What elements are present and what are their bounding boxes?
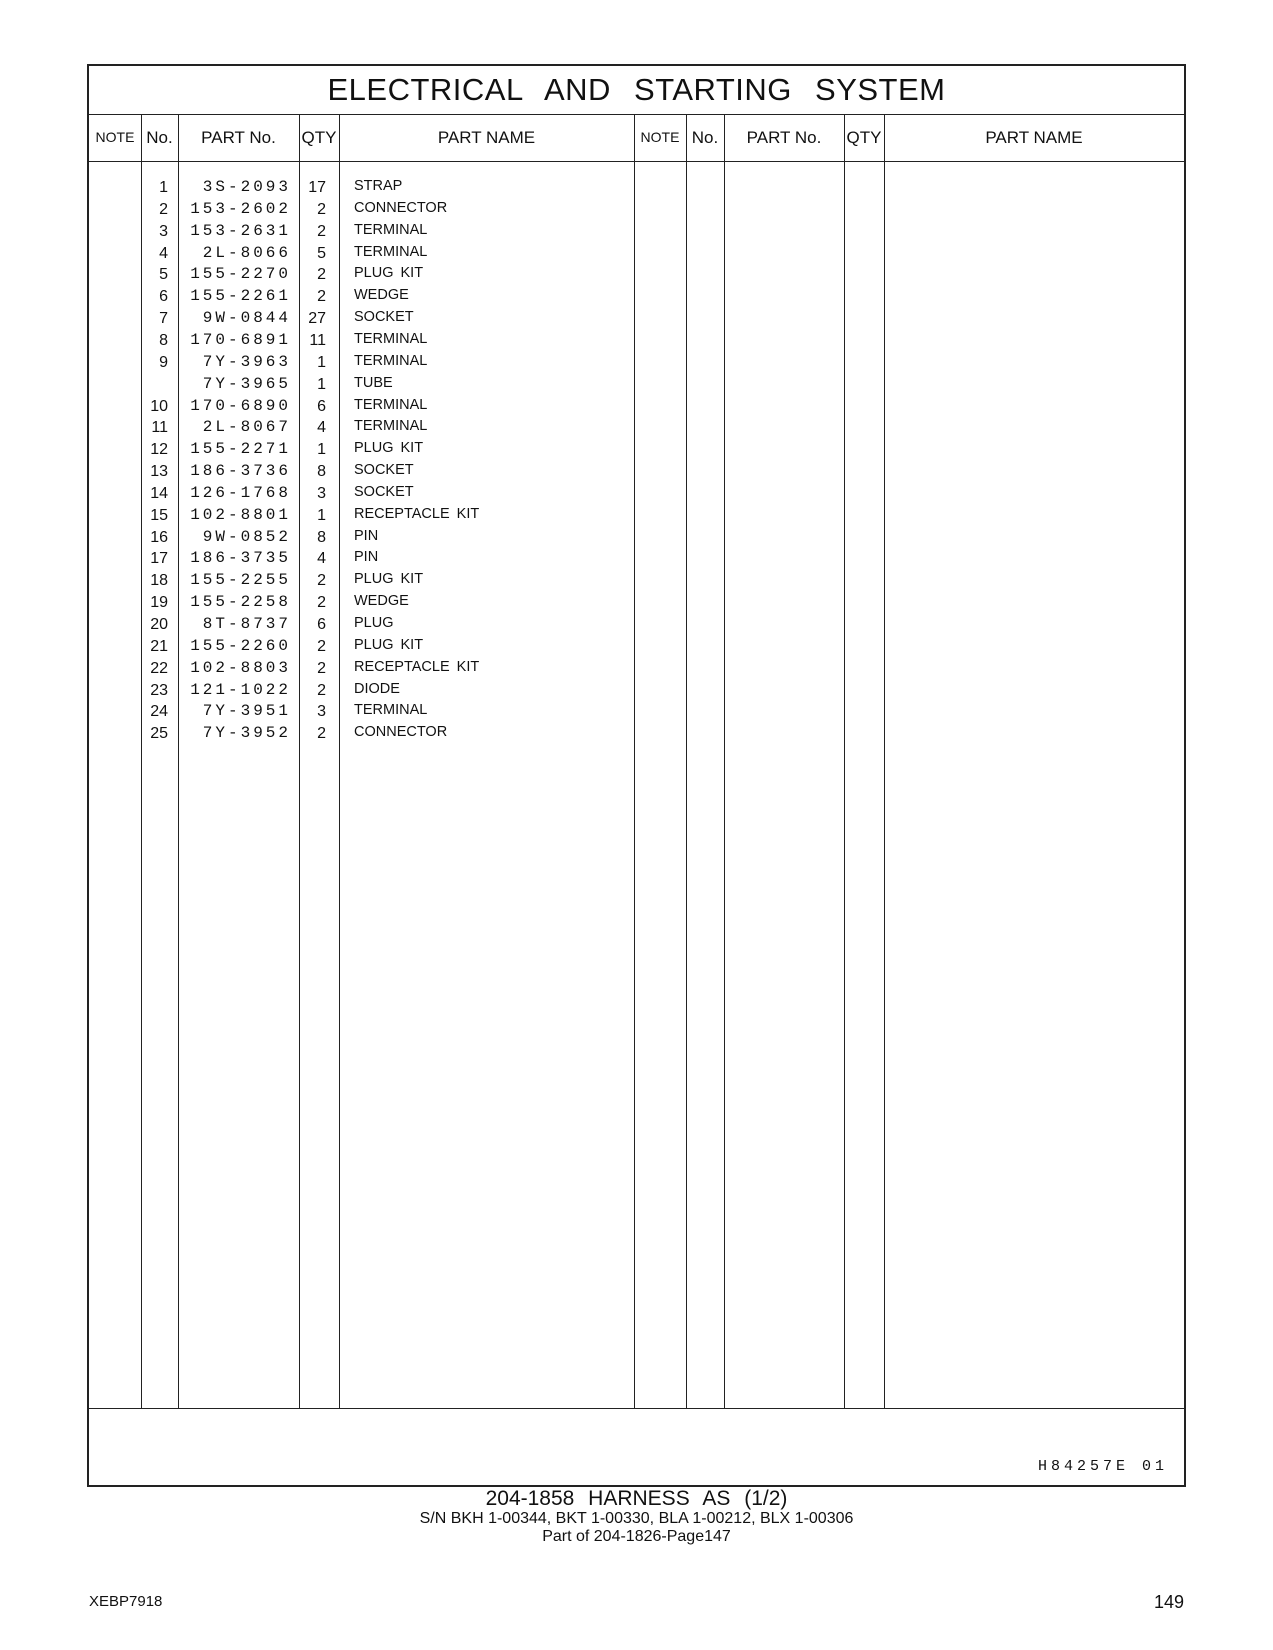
- part-name: RECEPTACLE KIT: [354, 505, 480, 522]
- table-row: [89, 657, 1184, 680]
- item-number: 1: [159, 179, 168, 196]
- table-row: [89, 591, 1184, 614]
- table-row: [89, 460, 1184, 483]
- quantity: 3: [317, 484, 326, 502]
- part-name: TERMINAL: [354, 221, 428, 238]
- item-number: 21: [150, 637, 168, 655]
- part-name: DIODE: [354, 680, 400, 697]
- parts-table: [87, 64, 1186, 1487]
- table-row: [89, 416, 1184, 439]
- quantity: 8: [317, 463, 326, 481]
- part-name: SOCKET: [354, 483, 414, 500]
- part-name: TERMINAL: [354, 243, 428, 260]
- part-number: 2L-8067: [202, 418, 291, 437]
- part-name: WEDGE: [354, 593, 409, 610]
- table-row: [89, 198, 1184, 221]
- part-name: PLUG KIT: [354, 265, 424, 282]
- table-row: [89, 263, 1184, 286]
- item-number: 17: [150, 550, 168, 568]
- item-number: 13: [150, 463, 168, 481]
- table-row: [89, 700, 1184, 723]
- quantity: 2: [317, 288, 326, 306]
- part-name: PLUG KIT: [354, 571, 424, 588]
- quantity: 17: [308, 179, 326, 196]
- part-name: TERMINAL: [354, 702, 428, 719]
- header-qty-left: QTY: [301, 128, 337, 147]
- header-note-left: NOTE: [95, 129, 135, 145]
- quantity: 2: [317, 725, 326, 743]
- part-number: 9W-0844: [202, 309, 291, 328]
- quantity: 2: [317, 659, 326, 677]
- part-number: 2L-8066: [202, 243, 291, 262]
- table-header: [89, 114, 1184, 162]
- part-number: 102-8801: [190, 505, 291, 524]
- part-name: WEDGE: [354, 287, 409, 304]
- part-name: PIN: [354, 549, 379, 566]
- item-number: 8: [159, 331, 168, 349]
- table-row: [89, 285, 1184, 308]
- part-name: CONNECTOR: [354, 724, 448, 741]
- part-number: 126-1768: [190, 483, 291, 502]
- table-row: [89, 635, 1184, 658]
- table-row: [89, 176, 1184, 199]
- part-number: 155-2261: [190, 287, 291, 306]
- table-row: [89, 438, 1184, 461]
- quantity: 1: [317, 441, 326, 459]
- part-number: 153-2631: [190, 221, 291, 240]
- part-name: PLUG KIT: [354, 440, 424, 457]
- item-number: 11: [151, 419, 168, 437]
- part-number: 186-3735: [190, 549, 291, 568]
- part-number: 7Y-3952: [202, 724, 291, 743]
- quantity: 2: [317, 572, 326, 590]
- part-number: 7Y-3951: [202, 702, 291, 721]
- table-row: [89, 547, 1184, 570]
- part-name: PIN: [354, 527, 379, 544]
- part-name: PLUG KIT: [354, 636, 424, 653]
- part-number: 7Y-3963: [202, 352, 291, 371]
- item-number: 3: [159, 222, 168, 240]
- header-part-no-left: PART No.: [201, 128, 276, 147]
- item-number: 19: [150, 594, 168, 612]
- table-bottom-rule: [89, 1408, 1184, 1409]
- table-row: [89, 569, 1184, 592]
- part-name: TERMINAL: [354, 396, 428, 413]
- page-number: 149: [1153, 1592, 1184, 1612]
- part-number: 155-2271: [190, 440, 291, 459]
- quantity: 11: [309, 331, 326, 349]
- quantity: 8: [317, 528, 326, 546]
- quantity: 2: [317, 681, 326, 699]
- page-title: ELECTRICAL AND STARTING SYSTEM: [89, 66, 1184, 115]
- part-name: RECEPTACLE KIT: [354, 658, 480, 675]
- table-row: [89, 504, 1184, 527]
- header-part-name-left: PART NAME: [437, 128, 536, 147]
- item-number: 2: [159, 200, 168, 218]
- quantity: 1: [317, 375, 326, 393]
- quantity: 2: [317, 637, 326, 655]
- serial-numbers: S/N BKH 1-00344, BKT 1-00330, BLA 1-00212, BLX 1-00306: [419, 1510, 854, 1527]
- table-row: [89, 482, 1184, 505]
- table-row: [89, 242, 1184, 265]
- table-row: [89, 395, 1184, 418]
- item-number: 16: [150, 528, 168, 546]
- header-part-no-right: PART No.: [746, 128, 822, 147]
- header-part-name-right: PART NAME: [985, 128, 1083, 147]
- part-name: CONNECTOR: [354, 199, 448, 216]
- part-name: SOCKET: [354, 309, 414, 326]
- assembly-title: 204-1858 HARNESS AS (1/2): [485, 1487, 788, 1510]
- item-number: 25: [150, 725, 168, 743]
- table-row: [89, 373, 1184, 396]
- quantity: 2: [317, 222, 326, 240]
- part-number: 155-2258: [190, 593, 291, 612]
- item-number: 10: [150, 397, 168, 415]
- part-number: 186-3736: [190, 462, 291, 481]
- quantity: 6: [317, 397, 326, 415]
- part-number: 170-6890: [190, 396, 291, 415]
- item-number: 14: [150, 484, 168, 502]
- part-number: 102-8803: [190, 658, 291, 677]
- part-number: 153-2602: [190, 199, 291, 218]
- quantity: 3: [317, 703, 326, 721]
- part-name: TERMINAL: [354, 418, 428, 435]
- table-row: [89, 329, 1184, 352]
- quantity: 2: [317, 200, 326, 218]
- item-number: 12: [150, 441, 168, 459]
- header-no-left: No.: [146, 128, 173, 147]
- item-number: 9: [159, 353, 168, 371]
- part-name: STRAP: [354, 178, 403, 194]
- part-name: PLUG: [354, 615, 394, 631]
- part-number: 3S-2093: [202, 178, 291, 196]
- quantity: 2: [317, 266, 326, 284]
- table-row: [89, 351, 1184, 374]
- quantity: 1: [317, 506, 326, 524]
- table-row: [89, 679, 1184, 702]
- item-number: 4: [159, 244, 168, 262]
- part-name: TERMINAL: [354, 330, 428, 347]
- item-number: 18: [150, 572, 168, 590]
- table-row: [89, 526, 1184, 549]
- quantity: 5: [317, 244, 326, 262]
- part-number: 8T-8737: [202, 615, 291, 633]
- part-number: 9W-0852: [202, 527, 291, 546]
- header-note-right: NOTE: [640, 129, 680, 145]
- item-number: 5: [159, 266, 168, 284]
- header-no-right: No.: [691, 128, 719, 147]
- illustration-reference: H84257E 01: [1037, 1458, 1168, 1475]
- part-name: TERMINAL: [354, 352, 428, 369]
- quantity: 4: [317, 550, 326, 568]
- part-number: 7Y-3965: [202, 374, 291, 393]
- item-number: 20: [150, 616, 168, 633]
- part-name: SOCKET: [354, 462, 414, 479]
- part-number: 155-2255: [190, 571, 291, 590]
- table-row: [89, 722, 1184, 745]
- item-number: 24: [150, 703, 168, 721]
- part-number: 121-1022: [190, 680, 291, 699]
- table-row: [89, 220, 1184, 243]
- table-row: [89, 307, 1184, 330]
- quantity: 6: [317, 616, 326, 633]
- item-number: 6: [159, 288, 168, 306]
- item-number: 22: [150, 659, 168, 677]
- parent-reference: Part of 204-1826-Page147: [542, 1528, 731, 1545]
- document-id: XEBP7918: [89, 1593, 163, 1610]
- part-number: 155-2270: [190, 265, 291, 284]
- quantity: 4: [317, 419, 326, 437]
- quantity: 27: [308, 310, 326, 328]
- part-name: TUBE: [354, 374, 393, 391]
- quantity: 1: [317, 353, 326, 371]
- item-number: 23: [150, 681, 168, 699]
- quantity: 2: [317, 594, 326, 612]
- table-row: [89, 613, 1184, 636]
- item-number: 7: [159, 310, 168, 328]
- part-number: 170-6891: [190, 330, 291, 349]
- header-qty-right: QTY: [846, 128, 882, 147]
- item-number: 15: [150, 506, 168, 524]
- part-number: 155-2260: [190, 636, 291, 655]
